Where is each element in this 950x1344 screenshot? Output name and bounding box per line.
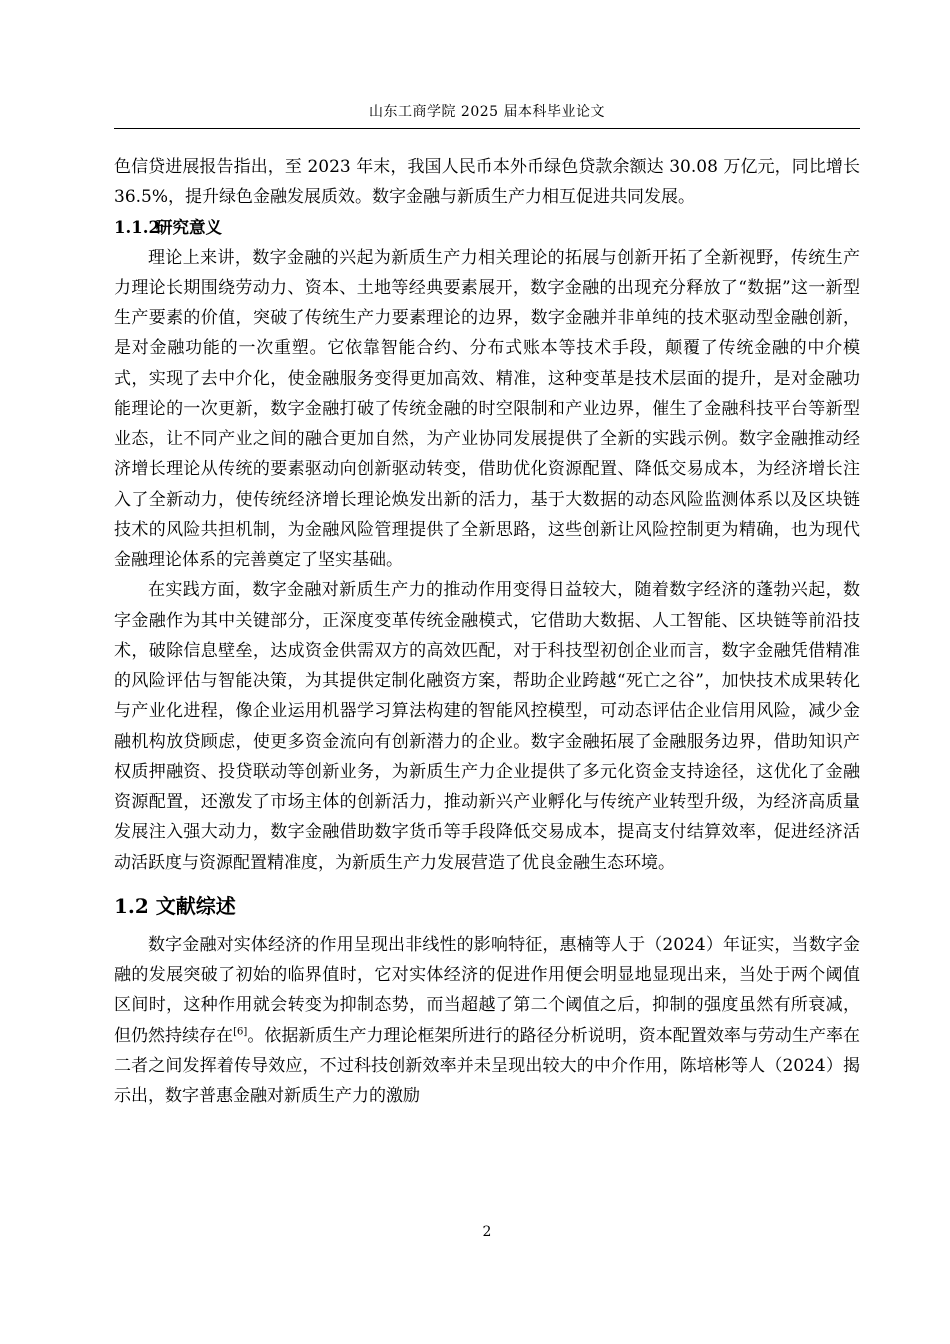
section-title: 研究意义: [156, 217, 222, 237]
page-number: 2: [482, 1224, 492, 1240]
paragraph-continued: 色信贷进展报告指出，至 2023 年末，我国人民币本外币绿色贷款余额达 30.08 万亿元，同比增长 36.5%，提升绿色金融发展质效。数字金融与新质生产力相互促进共同发展。: [114, 157, 860, 208]
section-heading-1-1-2: [114, 213, 860, 243]
page-body: [114, 152, 860, 1111]
paragraph-practice: 在实践方面，数字金融对新质生产力的推动作用变得日益较大，随着数字经济的蓬勃兴起，数字金融作为其中关键部分，正深度变革传统金融模式，它借助大数据、人工智能、区块链等前沿技术，破除信息壁垒，达成资金供需双方的高效匹配，对于科技型初创企业而言，数字金融凭借精准的风险评估与智能决策，为其提供定制化融资方案，帮助企业跨越“死亡之谷”，加快技术成果转化与产业化进程，像企业运用机器学习算法构建的智能风控模型，可动态评估企业信用风险，减少金融机构放贷顾虑，使更多资金流向有创新潜力的企业。数字金融拓展了金融服务边界，借助知识产权质押融资、投贷联动等创新业务，为新质生产力企业提供了多元化资金支持途径，这优化了金融资源配置，还激发了市场主体的创新活力，推动新兴产业孵化与传统产业转型升级，为经济高质量发展注入强大动力，数字金融借助数字货币等手段降低交易成本，提高支付结算效率，促进经济活动活跃度与资源配置精准度，为新质生产力发展营造了优良金融生态环境。: [114, 580, 860, 873]
running-header: 山东工商学院 2025 届本科毕业论文: [368, 104, 606, 120]
paragraph-theory: 理论上来讲，数字金融的兴起为新质生产力相关理论的拓展与创新开拓了全新视野，传统生产力理论长期围绕劳动力、资本、土地等经典要素展开，数字金融的出现充分释放了“数据”这一新型生产要素的价值，突破了传统生产力要素理论的边界，数字金融并非单纯的技术驱动型金融创新，是对金融功能的一次重塑。它依靠智能合约、分布式账本等技术手段，颠覆了传统金融的中介模式，实现了去中介化，使金融服务变得更加高效、精准，这种变革是技术层面的提升，是对金融功能理论的一次更新，数字金融打破了传统金融的时空限制和产业边界，催生了金融科技平台等新型业态，让不同产业之间的融合更加自然，为产业协同发展提供了全新的实践示例。数字金融推动经济增长理论从传统的要素驱动向创新驱动转变，借助优化资源配置、降低交易成本，为经济增长注入了全新动力，使传统经济增长理论焕发出新的活力，基于大数据的动态风险监测体系以及区块链技术的风险共担机制，为金融风险管理提供了全新思路，这些创新让风险控制更为精确，也为现代金融理论体系的完善奠定了坚实基础。: [114, 247, 860, 570]
review-text-before-citation: 数字金融对实体经济的作用呈现出非线性的影响特征，惠楠等人于（2024）年证实，当数字金融的发展突破了初始的临界值时，它对实体经济的促进作用便会明显地显现出来，当处于两个阈值区间时，这种作用就会转变为抑制态势，而当超越了第二个阈值之后，抑制的强度虽然有所衰减，但仍然持续存在: [114, 934, 860, 1046]
review-text-after-citation: 。依据新质生产力理论框架所进行的路径分析说明，资本配置效率与劳动生产率在二者之间发挥着传导效应，不过科技创新效率并未呈现出较大的中介作用，陈培彬等人（2024）揭示出，数字普惠金融对新质生产力的激励: [114, 1025, 861, 1106]
section-number: 1.1.2: [114, 217, 160, 237]
paragraph-literature-review: [114, 930, 860, 1112]
header-rule: [114, 128, 860, 129]
citation-reference: [6]: [233, 1025, 248, 1037]
section-heading-1-2: 1.2 文献综述: [114, 893, 236, 918]
